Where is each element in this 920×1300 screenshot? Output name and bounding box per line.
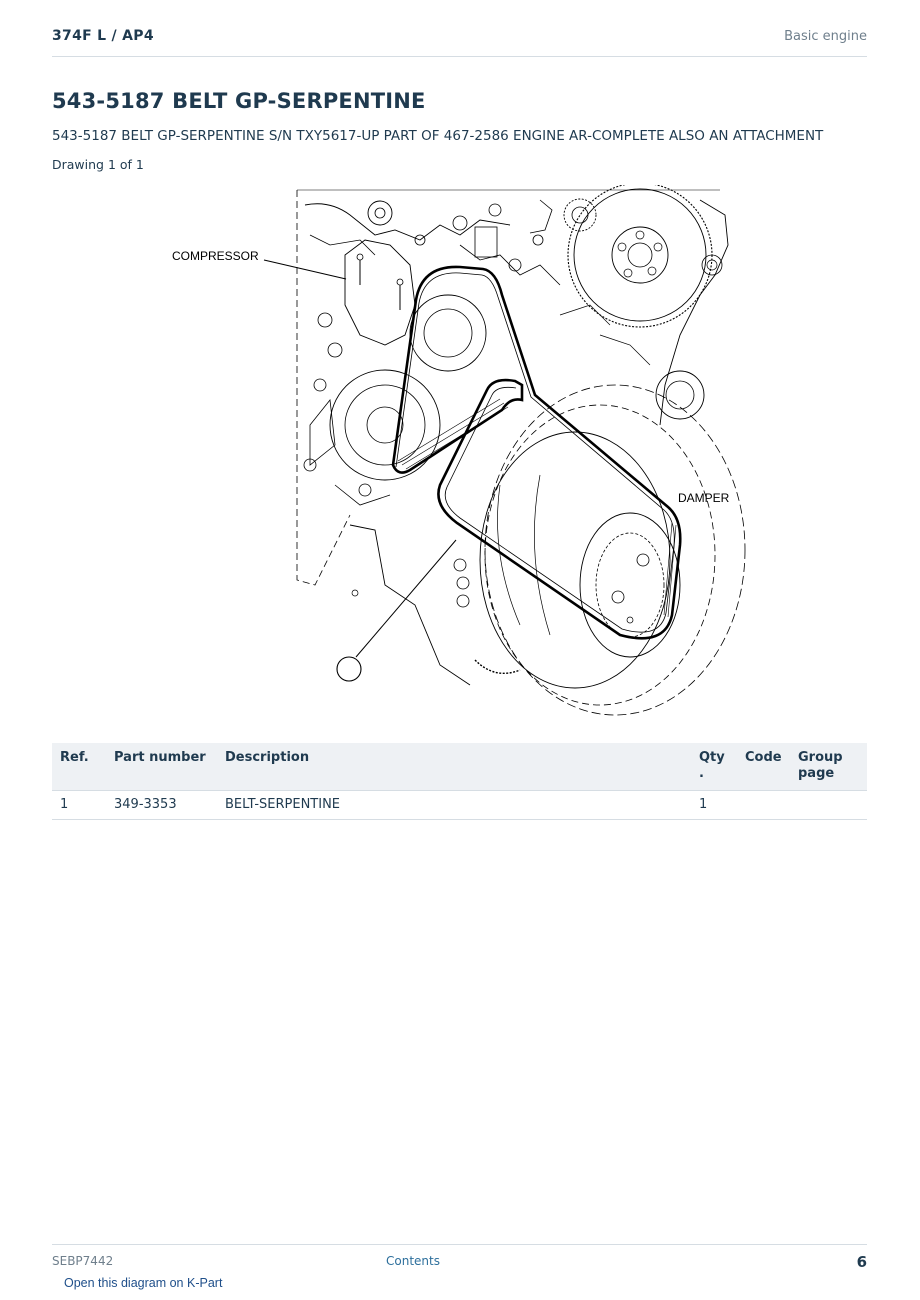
drawing-count: Drawing 1 of 1 [52, 157, 144, 172]
qty-cell: 1 [691, 791, 737, 820]
compressor-label: COMPRESSOR [172, 249, 259, 263]
description-cell: BELT-SERPENTINE [217, 791, 691, 820]
qty-column-header: Qty . [691, 743, 737, 791]
description-column-header: Description [217, 743, 691, 791]
engine-belt-drawing [160, 185, 760, 725]
page-header [52, 28, 867, 57]
group-page-cell [790, 791, 867, 820]
ref-cell: 1 [52, 791, 106, 820]
section-name: Basic engine [784, 29, 867, 44]
page-title: 543-5187 BELT GP-SERPENTINE [52, 89, 426, 113]
damper-label: DAMPER [678, 491, 730, 505]
page-subtitle: 543-5187 BELT GP-SERPENTINE S/N TXY5617-UP PART OF 467-2586 ENGINE AR-COMPLETE ALSO AN ATTACHMENT [52, 128, 824, 144]
parts-table [52, 743, 867, 820]
page-footer [52, 1244, 867, 1275]
code-column-header: Code [737, 743, 790, 791]
group-page-column-header: Group page [790, 743, 867, 791]
open-in-kpart-link[interactable]: Open this diagram on K-Part [64, 1276, 223, 1290]
ref-column-header: Ref. [52, 743, 106, 791]
parts-diagram [160, 185, 760, 725]
machine-model: 374F L / AP4 [52, 28, 154, 44]
document-id: SEBP7442 [52, 1254, 114, 1268]
part-number-column-header: Part number [106, 743, 217, 791]
table-header-row [52, 743, 867, 791]
page-number: 6 [856, 1253, 867, 1271]
table-row [52, 791, 867, 820]
code-cell [737, 791, 790, 820]
contents-link[interactable]: Contents [386, 1254, 440, 1268]
part-number-cell: 349-3353 [106, 791, 217, 820]
